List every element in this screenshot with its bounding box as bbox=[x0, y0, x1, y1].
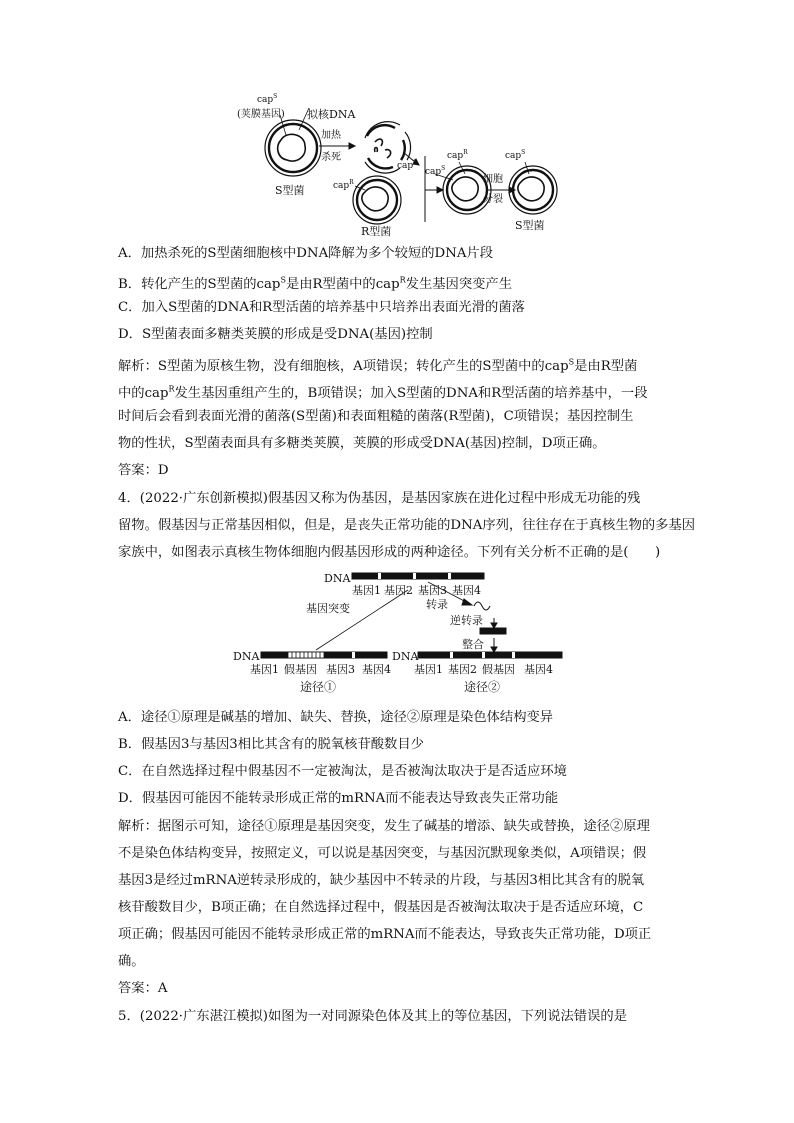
figure-pseudogene-pathways bbox=[228, 568, 568, 698]
gene-label: 基因1 bbox=[414, 663, 443, 676]
capsule-gene-label: (荚膜基因) bbox=[237, 109, 285, 120]
q4-stem-line: 4．(2022·广东创新模拟)假基因又称为伪基因，是基因家族在进化过程中形成无功能的残 bbox=[118, 491, 641, 506]
q3-analysis-line: 解析：S型菌为原核生物，没有细胞核，A项错误；转化产生的S型菌中的cap$^S$是由R型菌 bbox=[118, 358, 638, 375]
q4-option-d: D．假基因可能因不能转录形成正常的mRNA而不能表达导致丧失正常功能 bbox=[118, 791, 559, 806]
q4-answer: 答案：A bbox=[118, 981, 168, 996]
q4-analysis-line: 不是染色体结构变异，按照定义，可以说是基因突变，与基因沉默现象类似，A项错误；假 bbox=[118, 846, 647, 861]
q3-option-a: A．加热杀死的S型菌细胞核中DNA降解为多个较短的DNA片段 bbox=[118, 246, 494, 261]
cap-s-label-3: cap$^S$ bbox=[505, 149, 526, 161]
cap-s-fragment-label: cap$^S$ bbox=[397, 159, 418, 171]
gene-label: 基因2 bbox=[448, 663, 477, 676]
q4-analysis-line: 解析：据图示可知，途径①原理是基因突变，发生了碱基的增添、缺失或替换，途径②原理 bbox=[118, 819, 650, 834]
gene-label: 基因1 bbox=[352, 584, 381, 597]
nucleoid-dna-label: 拟核DNA bbox=[307, 108, 356, 121]
q4-analysis-line: 确。 bbox=[118, 954, 145, 969]
q4-option-a: A．途径①原理是碱基的增加、缺失、替换，途径②原理是染色体结构变异 bbox=[118, 710, 554, 725]
r-bacteria-label: R型菌 bbox=[361, 225, 392, 238]
q4-option-b: B．假基因3与基因3相比其含有的脱氧核苷酸数目少 bbox=[118, 737, 424, 752]
cell-label: 细胞 bbox=[483, 174, 503, 185]
s-bacteria-label-2: S型菌 bbox=[515, 219, 545, 232]
path1-label: 途径① bbox=[300, 680, 337, 694]
kill-label: 杀死 bbox=[321, 152, 341, 163]
dna-label-right: DNA bbox=[392, 650, 419, 663]
pseudogene-label: 假基因 bbox=[482, 663, 515, 676]
q3-option-c: C．加入S型菌的DNA和R型活菌的培养基中只培养出表面光滑的菌落 bbox=[118, 300, 525, 315]
transcription-label: 转录 bbox=[426, 598, 448, 611]
q3-option-d: D．S型菌表面多糖类荚膜的形成是受DNA(基因)控制 bbox=[118, 327, 433, 342]
q3-answer: 答案：D bbox=[118, 463, 169, 478]
figure-transformation bbox=[225, 90, 570, 240]
gene-label: 基因4 bbox=[524, 663, 553, 676]
gene-label: 基因2 bbox=[384, 584, 413, 597]
q3-analysis-line: 中的cap$^R$发生基因重组产生的，B项错误；加入S型菌的DNA和R型活菌的培养基中，一段 bbox=[118, 385, 648, 402]
heat-label: 加热 bbox=[321, 130, 341, 141]
gene-label: 基因3 bbox=[418, 584, 447, 597]
q4-analysis-line: 核苷酸数目少，B项正确；在自然选择过程中，假基因是否被淘汰取决于是否适应环境，C bbox=[118, 900, 644, 915]
path2-label: 途径② bbox=[464, 680, 501, 694]
reverse-transcription-label: 逆转录 bbox=[450, 614, 483, 627]
cap-r-label-2: cap$^R$ bbox=[447, 149, 468, 161]
mutation-label: 基因突变 bbox=[306, 602, 350, 615]
pseudogene-label: 假基因 bbox=[284, 663, 317, 676]
gene-label: 基因4 bbox=[452, 584, 481, 597]
q3-analysis-line: 时间后会看到表面光滑的菌落(S型菌)和表面粗糙的菌落(R型菌)，C项错误；基因控制生 bbox=[118, 409, 634, 424]
integration-label: 整合 bbox=[462, 638, 484, 651]
q5-stem: 5．(2022·广东湛江模拟)如图为一对同源染色体及其上的等位基因，下列说法错误的是 bbox=[118, 1009, 627, 1024]
cap-r-label: cap$^R$ bbox=[333, 179, 354, 191]
gene-label: 基因4 bbox=[362, 663, 391, 676]
gene-label: 基因3 bbox=[326, 663, 355, 676]
q4-stem-line: 家族中，如图表示真核生物体细胞内假基因形成的两种途径。下列有关分析不正确的是( ) bbox=[118, 545, 661, 560]
s-bacteria-label: S型菌 bbox=[275, 184, 305, 197]
q4-stem-line: 留物。假基因与正常基因相似，但是，是丧失正常功能的DNA序列，往往存在于真核生物的多基因 bbox=[118, 518, 696, 533]
dna-label-left: DNA bbox=[233, 650, 260, 663]
q4-analysis-line: 基因3是经过mRNA逆转录形成的，缺少基因中不转录的片段，与基因3相比其含有的脱氧 bbox=[118, 873, 645, 888]
q4-option-c: C．在自然选择过程中假基因不一定被淘汰，是否被淘汰取决于是否适应环境 bbox=[118, 764, 567, 779]
cap-s-label: cap$^S$ bbox=[257, 93, 278, 105]
cap-s-label-2: cap$^S$ bbox=[425, 165, 446, 177]
q3-analysis-line: 物的性状，S型菌表面具有多糖类荚膜，荚膜的形成受DNA(基因)控制，D项正确。 bbox=[118, 436, 606, 451]
gene-label: 基因1 bbox=[250, 663, 279, 676]
division-label: 分裂 bbox=[483, 194, 503, 205]
q4-analysis-line: 项正确；假基因可能因不能转录形成正常的mRNA而不能表达，导致丧失正常功能，D项正 bbox=[118, 927, 652, 942]
dna-label-top: DNA bbox=[324, 572, 351, 585]
q3-option-b: B．转化产生的S型菌的cap$^S$是由R型菌中的cap$^R$发生基因突变产生 bbox=[118, 276, 513, 293]
